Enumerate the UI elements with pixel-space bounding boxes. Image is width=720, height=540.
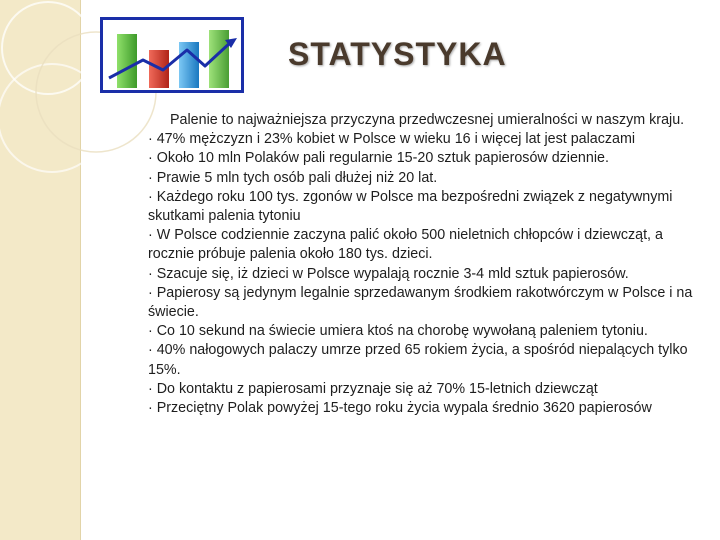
slide-title: STATYSTYKA bbox=[288, 36, 507, 72]
intro-paragraph: Palenie to najważniejsza przyczyna przedwczesnej umieralności w naszym kraju. bbox=[170, 112, 685, 128]
bar-chart-trend-icon bbox=[103, 20, 241, 90]
logo-bar-1 bbox=[117, 34, 137, 88]
stat-item: · Co 10 sekund na świecie umiera ktoś na chorobę wywołaną paleniem tytoniu. bbox=[148, 323, 648, 340]
statistics-text bbox=[148, 111, 693, 418]
stat-item: · 47% mężczyzn i 23% kobiet w Polsce w wieku 16 i więcej lat jest palaczami bbox=[148, 131, 636, 148]
stat-item: · Każdego roku 100 tys. zgonów w Polsce ma bezpośredni związek z negatywnymi skutkami palenia tytoniu bbox=[148, 188, 673, 225]
logo-bar-3 bbox=[179, 42, 199, 88]
stat-item: · 40% nałogowych palaczy umrze przed 65 rokiem życia, a spośród niepalących tylko 15%. bbox=[148, 342, 688, 378]
stat-item: · Papierosy są jedynym legalnie sprzedawanym środkiem rakotwórczym w Polsce i na świecie. bbox=[148, 284, 693, 321]
stat-item: · Szacuje się, iż dzieci w Polsce wypalają rocznie 3-4 mld sztuk papierosów. bbox=[148, 265, 629, 282]
stat-item: · W Polsce codziennie zaczyna palić około 500 nieletnich chłopców i dziewcząt, a rocznie próbuje palenia około 180 tys. dzieci. bbox=[148, 227, 663, 263]
stat-item: · Prawie 5 mln tych osób pali dłużej niż 20 lat. bbox=[148, 169, 438, 186]
stat-item: · Do kontaktu z papierosami przyznaje się aż 70% 15-letnich dziewcząt bbox=[148, 380, 598, 397]
statistics-logo bbox=[100, 17, 244, 93]
stat-item: · Około 10 mln Polaków pali regularnie 15-20 sztuk papierosów dziennie. bbox=[148, 150, 609, 167]
stat-item: · Przeciętny Polak powyżej 15-tego roku życia wypala średnio 3620 papierosów bbox=[148, 400, 652, 417]
